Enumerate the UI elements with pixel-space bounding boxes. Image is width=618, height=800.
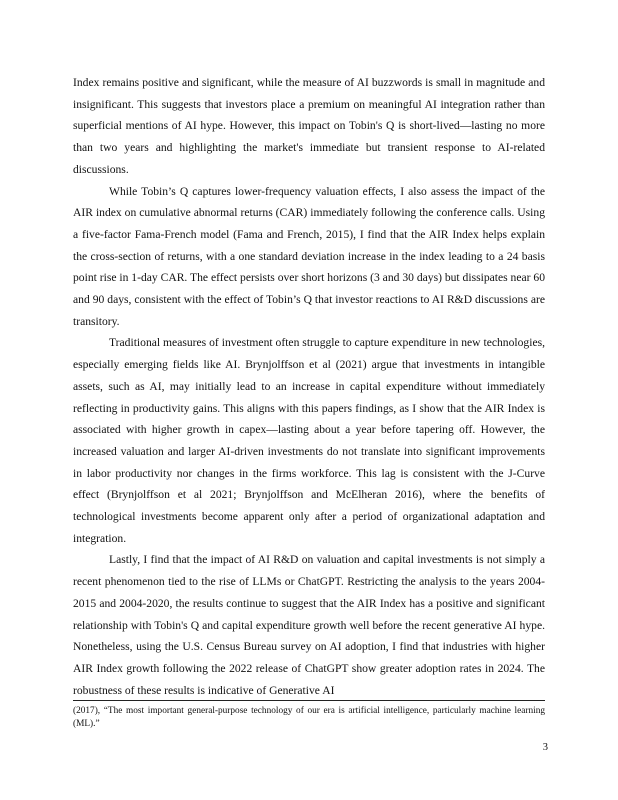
footnote-divider bbox=[73, 700, 545, 701]
paragraph-4: Lastly, I find that the impact of AI R&D on valuation and capital investments is not simply a recent phenomenon tied to the rise of LLMs or ChatGPT. Restricting the analysis to the years 2004-2015 and 2004-2020, the results continue to suggest that the AIR Index has a positive and significant relationship with Tobin's Q and capital expenditure growth well before the recent generative AI hype. Nonetheless, using the U.S. Census Bureau survey on AI adoption, I find that industries with higher AIR Index growth following the 2022 release of ChatGPT show greater adoption rates in 2024. The robustness of these results is indicative of Generative AI bbox=[73, 553, 545, 697]
paragraph-1: Index remains positive and significant, while the measure of AI buzzwords is small in magnitude and insignificant. This suggests that investors place a premium on meaningful AI integration rather than superficial mentions of AI hype. However, this impact on Tobin's Q is short-lived—lasting no more than two years and highlighting the market's immediate but transient response to AI-related discussions. bbox=[73, 76, 545, 176]
footnote: (2017), “The most important general-purpose technology of our era is artificial intelligence, particularly machine learning (ML).” bbox=[73, 706, 545, 729]
paragraph-2: While Tobin’s Q captures lower-frequency valuation effects, I also assess the impact of the AIR index on cumulative abnormal returns (CAR) immediately following the conference calls. Using a five-factor Fama-French model (Fama and French, 2015), I find that the AIR Index helps explain the cross-section of returns, with a one standard deviation increase in the index leading to a 24 basis point rise in 1-day CAR. The effect persists over short horizons (3 and 30 days) but dissipates near 60 and 90 days, consistent with the effect of Tobin’s Q that investor reactions to AI R&D discussions are transitory. bbox=[73, 184, 545, 328]
paragraph-3: Traditional measures of investment often struggle to capture expenditure in new technologies, especially emerging fields like AI. Brynjolffson et al (2021) argue that investments in intangible assets, such as AI, may initially lead to an increase in capital expenditure without immediately reflecting in productivity gains. This aligns with this papers findings, as I show that the AIR Index is associated with higher growth in capex—lasting about a year before tapering off. However, the increased valuation and larger AI-driven investments do not translate into significant improvements in labor productivity nor changes in the firms workforce. This lag is consistent with the J-Curve effect (Brynjolffson et al 2021; Brynjolffson and McElheran 2016), where the benefits of technological investments become apparent only after a period of organizational adaptation and integration. bbox=[73, 336, 545, 545]
body-text bbox=[73, 72, 545, 701]
page-number: 3 bbox=[542, 742, 548, 753]
